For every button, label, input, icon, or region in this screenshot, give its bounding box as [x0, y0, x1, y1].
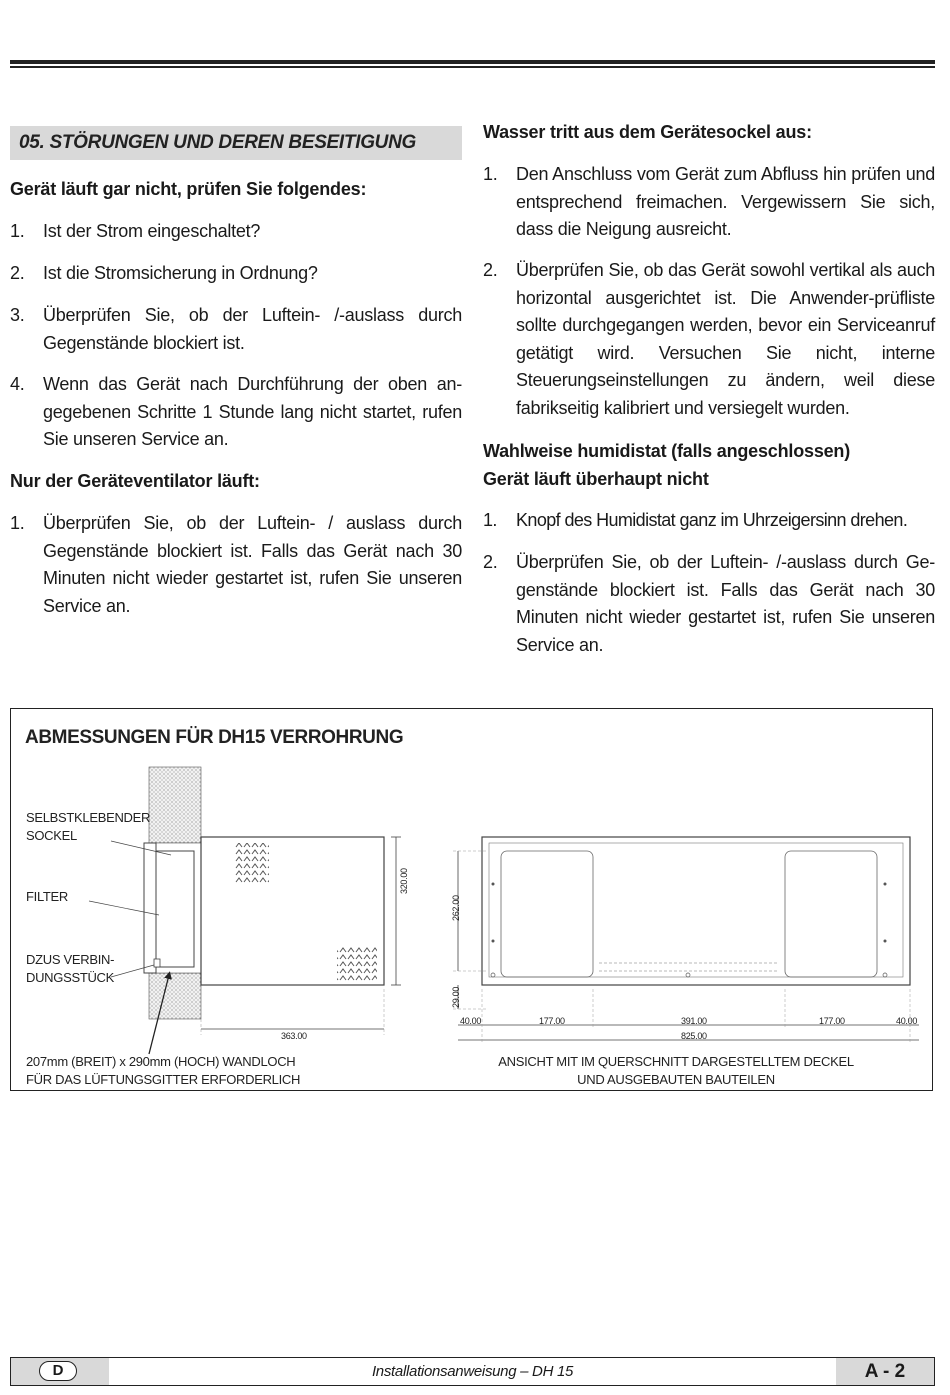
- document-title: Installationsanweisung – DH 15: [371, 1363, 574, 1380]
- dzus-connector: [154, 959, 160, 967]
- dim-seg-3: 391.00: [681, 1016, 707, 1026]
- label-filter: FILTER: [26, 889, 69, 904]
- caption-left-1: 207mm (BREIT) x 290mm (HOCH) WANDLOCH: [26, 1054, 296, 1069]
- right-heading-1: Wasser tritt aus dem Gerätesockel aus:: [483, 122, 812, 142]
- vents-top: [235, 843, 269, 883]
- top-rule-thin: [10, 66, 935, 68]
- dim-seg-4: 177.00: [819, 1016, 845, 1026]
- label-dzus-1: DZUS VERBIN-: [26, 952, 115, 967]
- language-box: [11, 1358, 109, 1385]
- dimension-panel: [10, 708, 933, 1091]
- vents-bottom: [337, 947, 377, 981]
- top-rule: [10, 60, 935, 64]
- right-heading-2a: Wahlweise humidistat (falls angeschlossen): [483, 441, 851, 461]
- dim-seg-1: 40.00: [460, 1016, 482, 1026]
- page-number: A - 2: [836, 1358, 934, 1385]
- dim-height-front: 262.00: [451, 895, 461, 921]
- dim-total: 825.00: [681, 1031, 707, 1041]
- label-dzus-2: DUNGSSTÜCK: [26, 970, 115, 985]
- section-title: 05. STÖRUNGEN UND DEREN BESEITIGUNG: [19, 132, 416, 153]
- label-sockel-2: SOCKEL: [26, 828, 77, 843]
- caption-left-2: FÜR DAS LÜFTUNGSGITTER ERFORDERLICH: [26, 1072, 301, 1087]
- wall-lower: [149, 973, 201, 1019]
- dim-base-front: 29.00: [451, 986, 461, 1008]
- filter: [156, 851, 194, 967]
- label-sockel-1: SELBSTKLEBENDER: [26, 810, 151, 825]
- page-footer: [10, 1357, 935, 1386]
- caption-right-1: ANSICHT MIT IM QUERSCHNITT DARGESTELLTEM DECKEL: [498, 1054, 854, 1069]
- right-heading-2b: Gerät läuft überhaupt nicht: [483, 469, 709, 489]
- caption-right-2: UND AUSGEBAUTEN BAUTEILEN: [577, 1072, 775, 1087]
- dim-seg-5: 40.00: [896, 1016, 918, 1026]
- left-heading-1: Gerät läuft gar nicht, prüfen Sie folgendes:: [10, 179, 367, 199]
- wall-upper: [149, 767, 201, 843]
- section-title-bar: [10, 126, 462, 160]
- left-heading-2: Nur der Geräteventilator läuft:: [10, 471, 260, 491]
- dim-seg-2: 177.00: [539, 1016, 565, 1026]
- grille: [144, 843, 156, 973]
- dim-depth-side: 363.00: [281, 1031, 307, 1041]
- dim-height-side: 320.00: [399, 868, 409, 894]
- dimension-drawing: [11, 709, 934, 1092]
- language-badge: D: [39, 1361, 77, 1381]
- diagram-title: ABMESSUNGEN FÜR DH15 VERROHRUNG: [25, 727, 404, 748]
